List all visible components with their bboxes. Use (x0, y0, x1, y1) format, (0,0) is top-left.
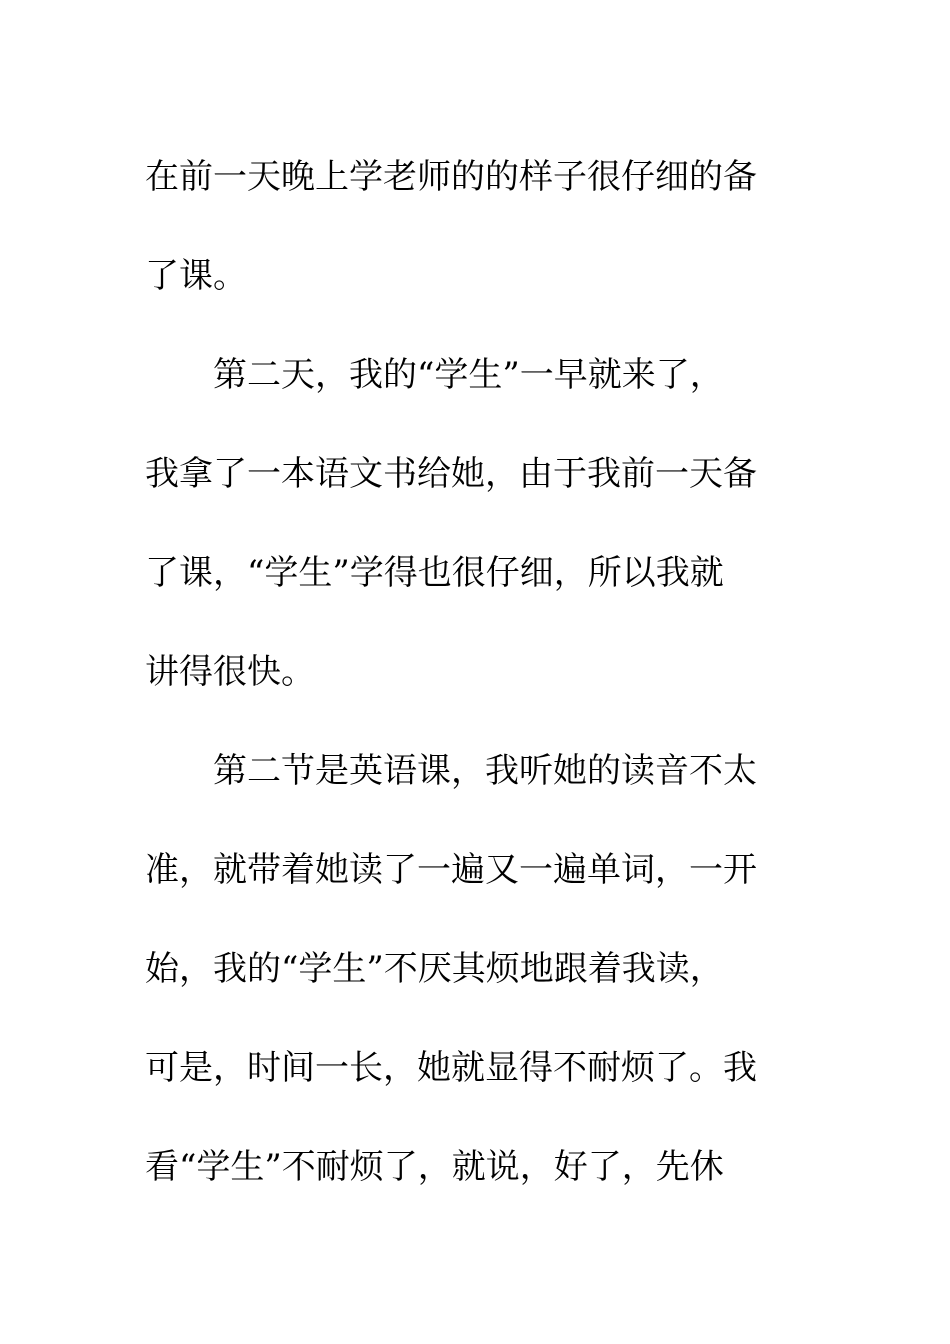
text-line: 看“学生”不耐烦了，就说，好了，先休 (145, 1147, 724, 1187)
paragraph-start-line: 第二天，我的“学生”一早就来了， (213, 355, 724, 395)
text-line: 了课。 (145, 256, 247, 296)
body-text (145, 128, 785, 1217)
text-line: 讲得很快。 (145, 652, 315, 692)
text-line: 了课，“学生”学得也很仔细，所以我就 (145, 553, 724, 593)
text-line: 在前一天晚上学老师的的样子很仔细的备 (145, 157, 757, 197)
text-line: 准，就带着她读了一遍又一遍单词，一开 (145, 850, 757, 890)
paragraph-start-line: 第二节是英语课，我听她的读音不太 (213, 751, 757, 791)
text-line: 可是，时间一长，她就显得不耐烦了。我 (145, 1048, 757, 1088)
text-line: 我拿了一本语文书给她，由于我前一天备 (145, 454, 757, 494)
text-line: 始，我的“学生”不厌其烦地跟着我读， (145, 949, 724, 989)
